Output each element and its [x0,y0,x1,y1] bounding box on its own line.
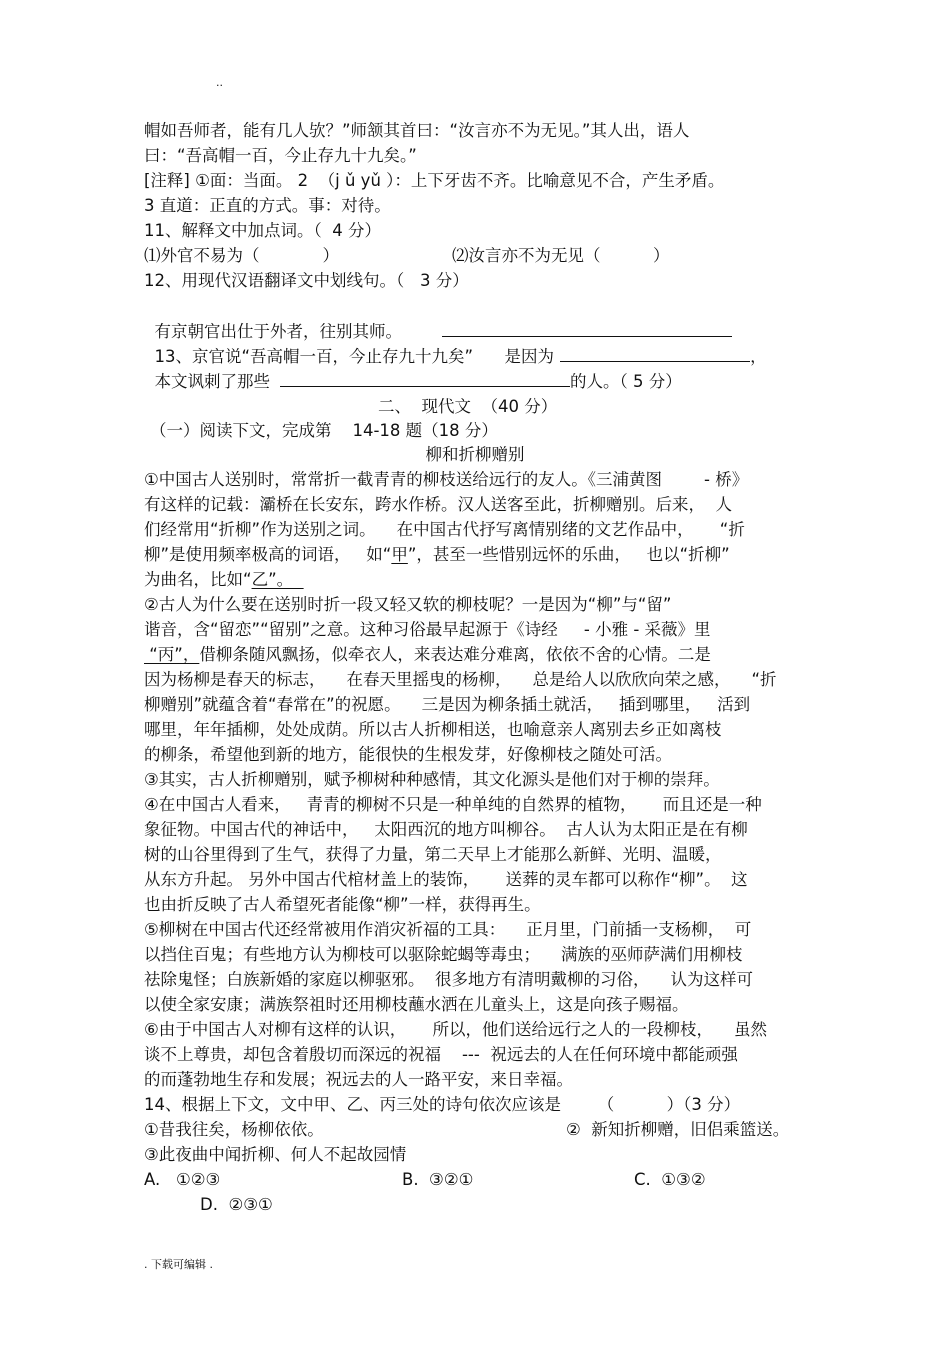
question-13-text-c: 的人。（ 5 分） [570,372,682,391]
choice-b[interactable]: B. ③②① [402,1170,474,1189]
paragraph-1-line-4 [144,543,730,567]
paragraph-2-line-7: 的柳条，希望他到新的地方，能很快的生根发芽，好像柳枝之随处可活。 [144,745,672,764]
paragraph-4-line-3: 树的山谷里得到了生气，获得了力量，第二天早上才能那么新鲜、光明、温暖， [144,845,722,864]
paragraph-2-line-3-text: 借柳条随风飘扬，似牵衣人，来表达难分难离，依依不舍的心情。二是 [199,645,711,664]
paragraph-1-line-2: 有这样的记载：灞桥在长安东，跨水作桥。汉人送客至此，折柳赠别。后来， 人 [144,495,732,514]
question-12: 12、用现代汉语翻译文中划线句。（ 3 分） [144,271,469,290]
question-14-option-2: ② 新知折柳赠，旧侣乘篮送。 [566,1120,790,1139]
paragraph-2-line-2: 谐音，含“留恋”“留别”之意。这种习俗最早起源于《诗经 - 小雅 - 采薇》里 [144,620,711,639]
header-mark: .. [216,76,223,89]
paragraph-2-line-6: 哪里，年年插柳，处处成荫。所以古人折柳相送，也喻意亲人离别去乡正如离枝 [144,720,722,739]
paragraph-2-line-5: 柳赠别”就蕴含着“春常在”的祝愿。 三是因为柳条插土就活， 插到哪里， 活到 [144,695,751,714]
question-11-part-a: ⑴外官不易为（ ） [144,246,339,265]
paragraph-1-line-4-text: 柳”是使用频率极高的词语， 如“ [144,545,392,564]
question-13-text: 13、京官说“吾高帽一百，今止存九十九矣” 是因为 [154,347,555,366]
annotation-line-1: [注释] ①面：当面。 2 （j ǔ yǔ ）：上下牙齿不齐。比喻意见不合，产生矛盾。 [144,171,725,190]
paragraph-2-line-4: 因为杨柳是春天的标志， 在春天里摇曳的杨柳， 总是给人以欣欣向荣之感， “折 [144,670,777,689]
paragraph-6-line-3: 的而蓬勃地生存和发展；祝远去的人一路平安，来日幸福。 [144,1070,573,1089]
choice-c[interactable]: C. ①③② [634,1170,706,1189]
paragraph-1-line-1: ①中国古人送别时，常常折一截青青的柳枝送给远行的友人。《三浦黄图 - 桥》 [144,470,749,489]
question-12-sentence-text: 有京朝官出仕于外者，往别其师。 [154,322,402,341]
question-13-text-b: 本文讽刺了那些 [154,372,270,391]
paragraph-4-line-4: 从东方升起。 另外中国古代棺材盖上的装饰， 送葬的灵车都可以称作“柳”。 这 [144,870,748,889]
question-14-option-3: ③此夜曲中闻折柳、何人不起故园情 [144,1145,407,1164]
paragraph-5-line-1: ⑤柳树在中国古代还经常被用作消灾祈福的工具： 正月里，门前插一支杨柳， 可 [144,920,752,939]
paragraph-2-line-3 [144,643,711,667]
paragraph-3: ③其实，古人折柳赠别，赋予柳树种种感情，其文化源头是他们对于柳的崇拜。 [144,770,720,789]
question-14: 14、根据上下文，文中甲、乙、丙三处的诗句依次应该是 （ ）（3 分） [144,1095,741,1114]
paragraph-4-line-2: 象征物。中国古代的神话中， 太阳西沉的地方叫柳谷。 古人认为太阳正是在有柳 [144,820,748,839]
paragraph-4-line-5: 也由折反映了古人希望死者能像“柳”一样，获得再生。 [144,895,541,914]
question-12-sentence [144,294,732,341]
paragraph-5-line-2: 以挡住百鬼；有些地方认为柳枝可以驱除蛇蝎等毒虫； 满族的巫师萨满们用柳枝 [144,945,743,964]
question-13-line-1 [144,319,767,366]
footer-text: . 下载可编辑 . [144,1258,213,1271]
choice-d[interactable]: D. ②③① [200,1195,273,1214]
question-13-line-2 [144,344,682,391]
question-13-comma: ， [750,347,767,366]
classical-text-line-2: 曰：“吾高帽一百，今止存九十九矣。” [144,146,417,165]
sub-section-title: （一）阅读下文，完成第 14-18 题（18 分） [150,421,498,440]
question-14-option-1: ①昔我往矣，杨柳依依。 [144,1120,324,1139]
paragraph-1-line-4-rest: ”，甚至一些惜别远怀的乐曲， 也以“折柳” [407,545,730,564]
article-title: 柳和折柳赠别 [425,445,525,464]
blank-bing: “丙”， [144,645,200,664]
paragraph-2-line-1: ②古人为什么要在送别时折一段又轻又软的柳枝呢？一是因为“柳”与“留” [144,595,672,614]
answer-blank-13-b[interactable] [280,368,570,387]
question-11-part-b: ⑵汝言亦不为无见（ ） [452,246,670,265]
paragraph-1-line-5 [144,568,304,592]
blank-jia: 甲 [391,545,408,564]
classical-text-line-1: 帽如吾师者，能有几人欤？”师颔其首曰：“汝言亦不为无见。”其人出，语人 [144,121,690,140]
paragraph-4-line-1: ④在中国古人看来， 青青的柳树不只是一种单纯的自然界的植物， 而且还是一种 [144,795,762,814]
paragraph-1-line-3: 们经常用“折柳”作为送别之词。 在中国古代抒写离情别绪的文艺作品中， “折 [144,520,745,539]
paragraph-6-line-2: 谈不上尊贵，却包含着殷切而深远的祝福 --- 祝远去的人在任何环境中都能顽强 [144,1045,738,1064]
paragraph-5-line-3: 祛除鬼怪；白族新婚的家庭以柳驱邪。 很多地方有清明戴柳的习俗， 认为这样可 [144,970,753,989]
paragraph-5-line-4: 以使全家安康；满族祭祖时还用柳枝蘸水洒在儿童头上，这是向孩子赐福。 [144,995,689,1014]
choice-a[interactable]: A. ①②③ [144,1170,221,1189]
paragraph-6-line-1: ⑥由于中国古人对柳有这样的认识， 所以，他们送给远行之人的一段柳枝， 虽然 [144,1020,767,1039]
question-11: 11、解释文中加点词。（ 4 分） [144,221,381,240]
annotation-line-2: 3 直道：正直的方式。事：对待。 [144,196,391,215]
section-title-modern-text: 二、 现代文 （40 分） [378,397,558,416]
paragraph-1-line-5-text: 为曲名，比如“ [144,570,252,589]
blank-yi: 乙”。 [251,570,304,589]
